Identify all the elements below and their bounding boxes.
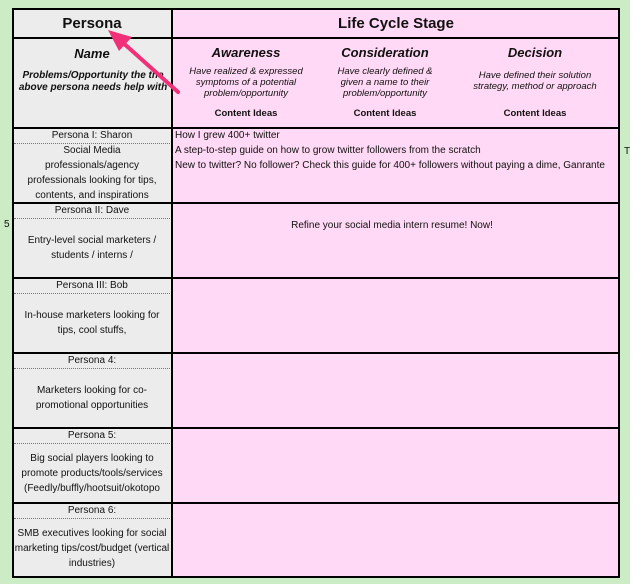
persona-description: Marketers looking for co-promotional opportunities [35,385,149,411]
content-idea: How I grew 400+ twitter [175,130,280,141]
overflow-text: T [624,146,630,157]
persona-name: Persona 6: [67,505,117,516]
problem-header: Problems/Opportunity the the above persona needs help with [18,70,168,93]
persona-description: In-house marketers looking for tips, cool stuffs, [24,310,160,336]
stage-title-awareness: Awareness [211,45,281,60]
persona-name: Persona II: Dave [54,205,130,216]
persona-description: Entry-level social marketers / students / interns / [27,235,157,261]
persona-description: Social Media professionals/agency professionals looking for tips, contents, and inspirations [27,145,157,201]
life-cycle-stage-header[interactable]: Life Cycle Stage [172,8,620,38]
stage-title-decision: Decision [507,45,563,60]
content-idea: A step-to-step guide on how to grow twitter followers from the scratch [175,145,481,156]
row-number: 5 [4,219,10,230]
content-ideas-decision: Content Ideas [503,108,567,119]
stage-desc-awareness: Have realized & expressed symptoms of a potential problem/opportunity [189,66,303,98]
persona-description: SMB executives looking for social marketing tips/cost/budget (vertical industries) [14,527,170,569]
content-ideas-awareness: Content Ideas [214,108,278,119]
persona-header[interactable]: Persona [12,8,172,38]
persona-name: Persona I: Sharon [51,130,133,141]
stage-title-consideration: Consideration [341,45,429,60]
stage-desc-consideration: Have clearly defined & given a name to their problem/opportunity [337,66,433,98]
persona-name: Persona 5: [67,430,117,441]
content-idea: New to twitter? No follower? Check this guide for 400+ followers without paying a dime, Ganrante [175,160,605,171]
content-ideas-consideration: Content Ideas [353,108,417,119]
persona-name: Persona III: Bob [56,280,128,291]
stage-desc-decision: Have defined their solution strategy, method or approach [473,70,597,92]
content-idea: Refine your social media intern resume! Now! [291,220,493,231]
persona-name: Persona 4: [67,355,117,366]
persona-description: Big social players looking to promote products/tools/services (Feedly/buffly/hootsuit/okotopo [21,452,163,494]
name-header: Name [74,46,110,61]
